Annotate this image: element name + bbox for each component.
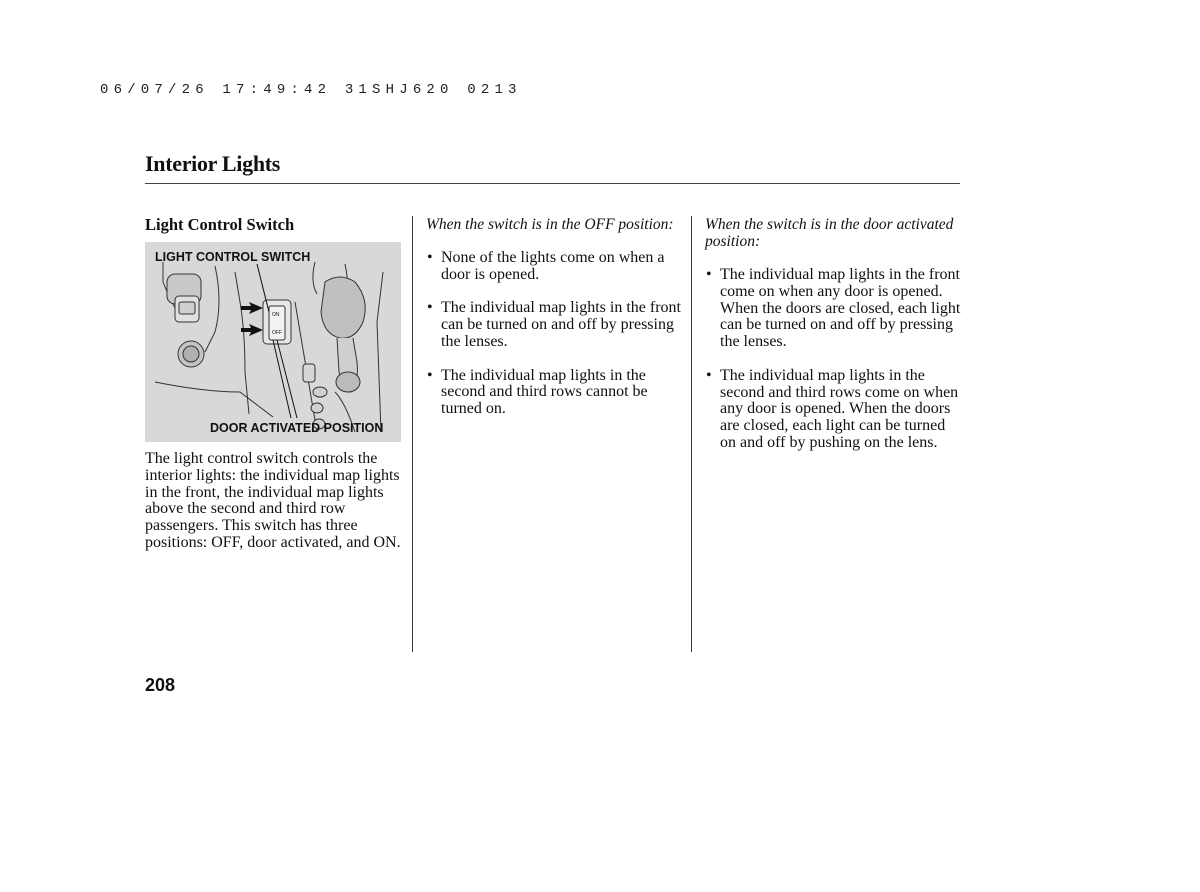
door-position-heading: When the switch is in the door activated position:	[705, 216, 954, 250]
list-item: • The individual map lights in the second and third rows cannot be turned on.	[427, 368, 687, 418]
switch-on-text: ON	[272, 312, 280, 318]
light-control-switch-figure	[145, 242, 401, 442]
off-position-list	[427, 250, 687, 435]
switch-illustration	[145, 242, 401, 442]
list-item: • None of the lights come on when a door is opened.	[427, 250, 687, 284]
list-item: • The individual map lights in the second and third rows come on when any door is opened. When the doors are closed, each light can be turned on and off by pushing on the lens.	[706, 368, 964, 452]
page-title: Interior Lights	[145, 151, 281, 176]
column-divider-1	[412, 216, 413, 652]
page-number: 208	[145, 675, 176, 695]
title-rule	[145, 183, 960, 184]
switch-off-text: OFF	[272, 330, 282, 336]
column-divider-2	[691, 216, 692, 652]
off-position-heading: When the switch is in the OFF position:	[426, 216, 674, 233]
list-item: • The individual map lights in the front can be turned on and off by pressing the lenses.	[427, 300, 687, 350]
print-stamp: 06/07/26 17:49:42 31SHJ620 0213	[100, 82, 522, 98]
door-position-list	[706, 267, 964, 469]
figure-label-door-position: DOOR ACTIVATED POSITION	[210, 421, 384, 435]
section-heading: Light Control Switch	[145, 215, 295, 234]
list-item: • The individual map lights in the front come on when any door is opened. When the doors are closed, each light can be turned on and off by pressing the lenses.	[706, 267, 964, 351]
figure-label-switch: LIGHT CONTROL SWITCH	[155, 250, 311, 264]
section-description: The light control switch controls the interior lights: the individual map lights in the front, the individual map lights above the second and third row passengers. This switch has three positions: OFF, door activated, and ON.	[145, 450, 401, 551]
